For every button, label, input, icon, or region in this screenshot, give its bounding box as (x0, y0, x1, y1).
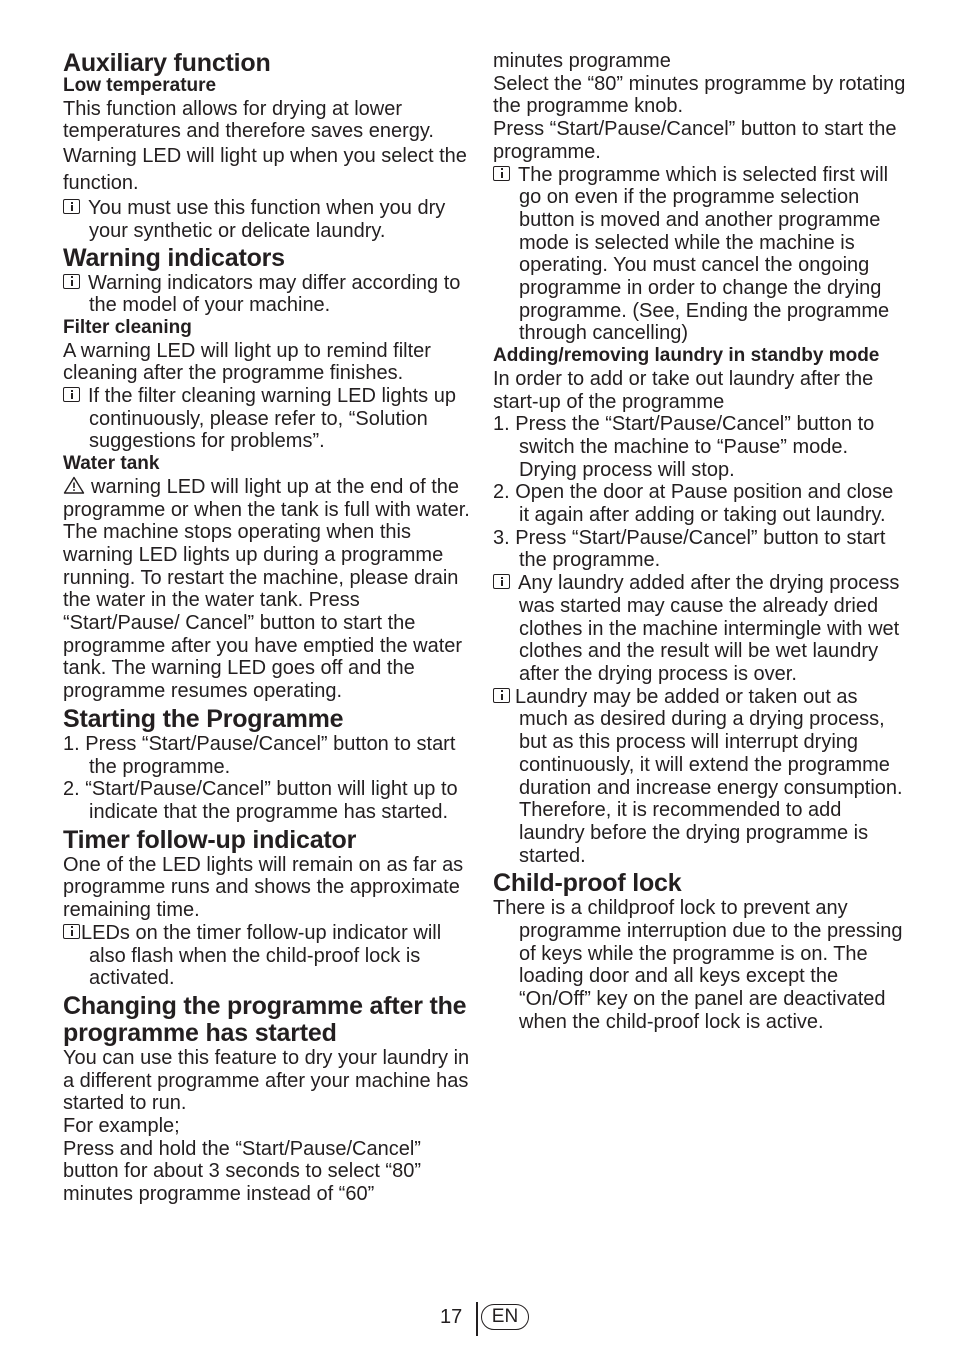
timer-follow-up-note: LEDs on the timer follow-up indicator will also flash when the child-proof lock is activated. (63, 922, 473, 990)
adding-note-2: Laundry may be added or taken out as much as desired during a drying process, but as this process will interrupt drying continuously, it will extend the programme duration and increase energy consumption. Therefore, it is recommended to add laundry before the drying programme is started. (493, 686, 908, 868)
child-proof-lock-heading: Child-proof lock (493, 869, 682, 898)
adding-steps-list (493, 413, 908, 572)
info-icon (63, 199, 80, 214)
page-footer (0, 1304, 954, 1334)
low-temperature-text: This function allows for drying at lower temperatures and therefore saves energy. (63, 97, 434, 143)
water-tank-heading: Water tank (63, 453, 160, 475)
starting-programme-heading: Starting the Programme (63, 704, 344, 733)
adding-removing-heading: Adding/removing laundry in standby mode (493, 345, 880, 367)
timer-follow-up-text: One of the LED lights will remain on as far as programme runs and shows the approximate remaining time. (63, 853, 464, 922)
info-icon (63, 387, 80, 402)
changing-programme-example: For example; (63, 1115, 180, 1138)
footer-divider (476, 1302, 478, 1336)
list-item: 2. “Start/Pause/Cancel” button will light up to indicate that the programme has started. (63, 778, 458, 823)
warning-triangle-icon (63, 476, 85, 494)
press-start-text: Press “Start/Pause/Cancel” button to start the programme. (493, 118, 897, 163)
info-icon (63, 924, 80, 939)
info-icon (63, 274, 80, 289)
info-icon (493, 166, 510, 181)
programme-note: The programme which is selected first will go on even if the programme selection button is moved and another programme mode is selected while the machine is operating. You must cancel the ongoing programme in order to change the drying programme. (See, Ending the programme through cancelling) (493, 164, 908, 346)
child-proof-lock-text: There is a childproof lock to prevent any programme interruption due to the pressing of keys while the programme is on. The loading door and all keys except the “On/Off” key on the panel are deactivated when the child-proof lock is active. (493, 897, 903, 1033)
left-column (63, 50, 473, 1206)
continued-text: minutes programme (493, 50, 671, 72)
filter-cleaning-note: If the filter cleaning warning LED lights up continuously, please refer to, “Solution suggestions for problems”. (63, 385, 473, 453)
list-item: 1. Press the “Start/Pause/Cancel” button to switch the machine to “Pause” mode. Drying process will stop. (493, 413, 875, 481)
low-temperature-heading: Low temperature (63, 75, 217, 96)
warning-indicators-heading: Warning indicators (63, 243, 285, 272)
adding-removing-text: In order to add or take out laundry after the start-up of the programme (493, 367, 874, 413)
starting-steps-list (63, 733, 473, 824)
low-temperature-led-text: Warning LED will light up when you select the function. (63, 145, 467, 195)
list-item: 1. Press “Start/Pause/Cancel” button to start the programme. (63, 732, 456, 778)
warning-indicators-note: Warning indicators may differ according to the model of your machine. (63, 272, 473, 317)
water-tank-text: warning LED will light up at the end of the programme or when the tank is full with water. The machine stops operating when this warning LED lights up during a programme running. To restart the machine, please drain the water in the water tank. Press “Start/Pause/ Cancel” button to start the programme after you have emptied the water tank. The warning LED goes off and the programme resumes operating. (63, 475, 470, 703)
low-temperature-note: You must use this function when you dry your synthetic or delicate laundry. (63, 197, 473, 242)
timer-follow-up-heading: Timer follow-up indicator (63, 825, 357, 854)
changing-programme-text: You can use this feature to dry your laundry in a different programme after your machine has started to run. (63, 1046, 470, 1115)
filter-cleaning-text: A warning LED will light up to remind filter cleaning after the programme finishes. (63, 339, 431, 385)
auxiliary-function-heading: Auxiliary function (63, 49, 271, 77)
adding-note-1: Any laundry added after the drying process was started may cause the already dried clothes in the machine intermingle with wet clothes and the result will be wet laundry after the drying process is over. (493, 572, 908, 686)
language-badge: EN (481, 1304, 529, 1330)
info-icon (493, 688, 510, 703)
changing-programme-heading: Changing the programme after the programme has started (63, 991, 467, 1047)
info-icon (493, 574, 510, 589)
filter-cleaning-heading: Filter cleaning (63, 316, 192, 338)
list-item: 3. Press “Start/Pause/Cancel” button to start the programme. (493, 526, 886, 572)
page-number: 17 (440, 1306, 463, 1328)
select-programme-text: Select the “80” minutes programme by rotating the programme knob. (493, 72, 906, 118)
right-column (493, 50, 908, 1034)
changing-programme-press: Press and hold the “Start/Pause/Cancel” button for about 3 seconds to select “80” minutes programme instead of “60” (63, 1137, 421, 1206)
list-item: 2. Open the door at Pause position and close it again after adding or taking out laundry. (493, 481, 894, 527)
